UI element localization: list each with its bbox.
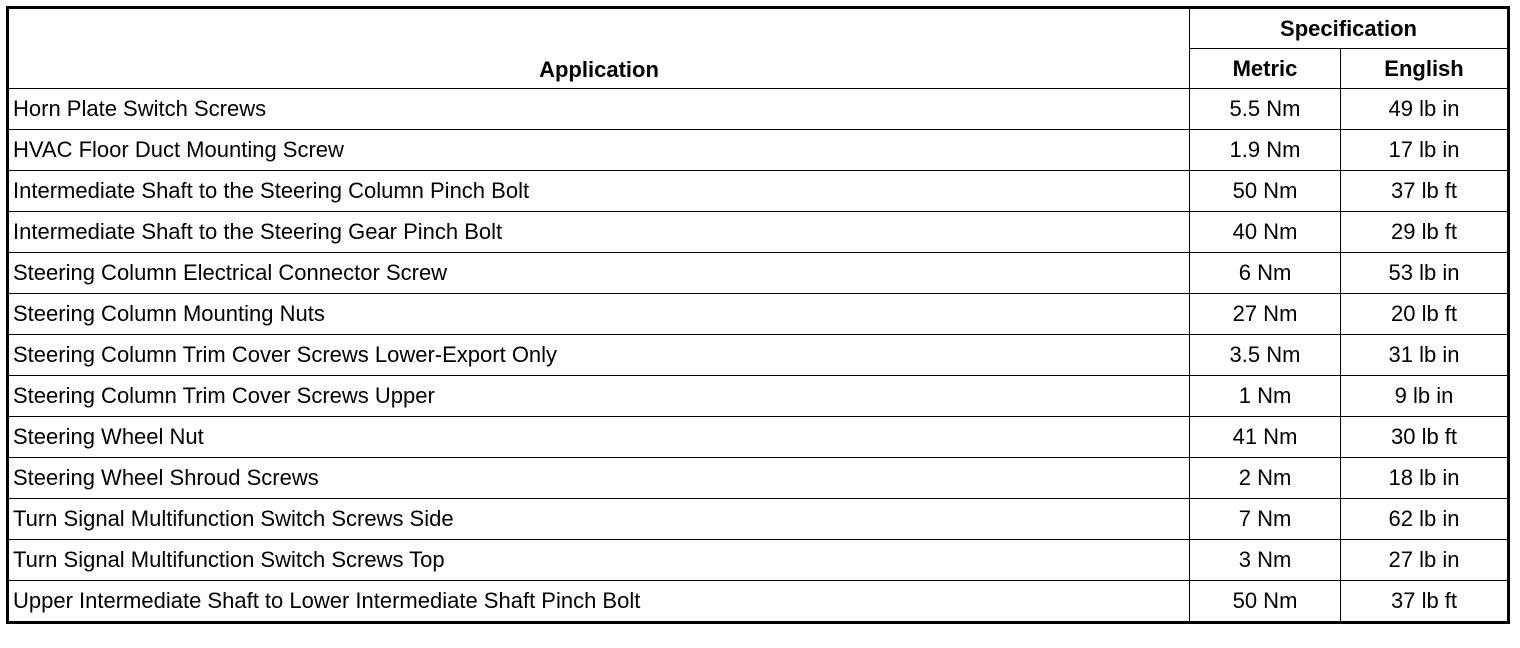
application-cell: Steering Wheel Nut [8, 417, 1190, 458]
table-row [8, 89, 1509, 130]
table-row [8, 130, 1509, 171]
fastener-specification-table [6, 6, 1510, 624]
english-value-cell: 17 lb in [1341, 130, 1509, 171]
application-cell: Steering Column Mounting Nuts [8, 294, 1190, 335]
english-value-cell: 37 lb ft [1341, 171, 1509, 212]
english-value-cell: 53 lb in [1341, 253, 1509, 294]
application-cell: Steering Wheel Shroud Screws [8, 458, 1190, 499]
english-value-cell: 30 lb ft [1341, 417, 1509, 458]
table-row [8, 458, 1509, 499]
english-value-cell: 27 lb in [1341, 540, 1509, 581]
table-row [8, 335, 1509, 376]
table-row [8, 540, 1509, 581]
table-header [8, 8, 1509, 89]
header-row-top [8, 8, 1509, 49]
table-body [8, 89, 1509, 623]
metric-value-cell: 27 Nm [1190, 294, 1341, 335]
application-cell: Upper Intermediate Shaft to Lower Intermediate Shaft Pinch Bolt [8, 581, 1190, 623]
application-cell: HVAC Floor Duct Mounting Screw [8, 130, 1190, 171]
application-cell: Steering Column Trim Cover Screws Lower-Export Only [8, 335, 1190, 376]
application-cell: Turn Signal Multifunction Switch Screws Top [8, 540, 1190, 581]
table-row [8, 212, 1509, 253]
metric-value-cell: 6 Nm [1190, 253, 1341, 294]
table-row [8, 376, 1509, 417]
metric-value-cell: 3 Nm [1190, 540, 1341, 581]
english-value-cell: 9 lb in [1341, 376, 1509, 417]
metric-value-cell: 1 Nm [1190, 376, 1341, 417]
metric-value-cell: 2 Nm [1190, 458, 1341, 499]
metric-value-cell: 1.9 Nm [1190, 130, 1341, 171]
metric-value-cell: 50 Nm [1190, 171, 1341, 212]
metric-value-cell: 5.5 Nm [1190, 89, 1341, 130]
english-value-cell: 62 lb in [1341, 499, 1509, 540]
table-row [8, 294, 1509, 335]
specification-column-header: Specification [1190, 8, 1509, 49]
table-row [8, 581, 1509, 623]
table-row [8, 253, 1509, 294]
table-row [8, 417, 1509, 458]
table-row [8, 499, 1509, 540]
metric-value-cell: 3.5 Nm [1190, 335, 1341, 376]
application-cell: Intermediate Shaft to the Steering Column Pinch Bolt [8, 171, 1190, 212]
table-row [8, 171, 1509, 212]
english-value-cell: 49 lb in [1341, 89, 1509, 130]
application-cell: Horn Plate Switch Screws [8, 89, 1190, 130]
english-column-header: English [1341, 49, 1509, 89]
metric-column-header: Metric [1190, 49, 1341, 89]
application-cell: Steering Column Electrical Connector Screw [8, 253, 1190, 294]
metric-value-cell: 7 Nm [1190, 499, 1341, 540]
english-value-cell: 37 lb ft [1341, 581, 1509, 623]
english-value-cell: 18 lb in [1341, 458, 1509, 499]
metric-value-cell: 40 Nm [1190, 212, 1341, 253]
application-cell: Steering Column Trim Cover Screws Upper [8, 376, 1190, 417]
metric-value-cell: 50 Nm [1190, 581, 1341, 623]
metric-value-cell: 41 Nm [1190, 417, 1341, 458]
application-cell: Turn Signal Multifunction Switch Screws Side [8, 499, 1190, 540]
english-value-cell: 31 lb in [1341, 335, 1509, 376]
english-value-cell: 20 lb ft [1341, 294, 1509, 335]
application-column-header: Application [8, 8, 1190, 89]
application-cell: Intermediate Shaft to the Steering Gear Pinch Bolt [8, 212, 1190, 253]
english-value-cell: 29 lb ft [1341, 212, 1509, 253]
